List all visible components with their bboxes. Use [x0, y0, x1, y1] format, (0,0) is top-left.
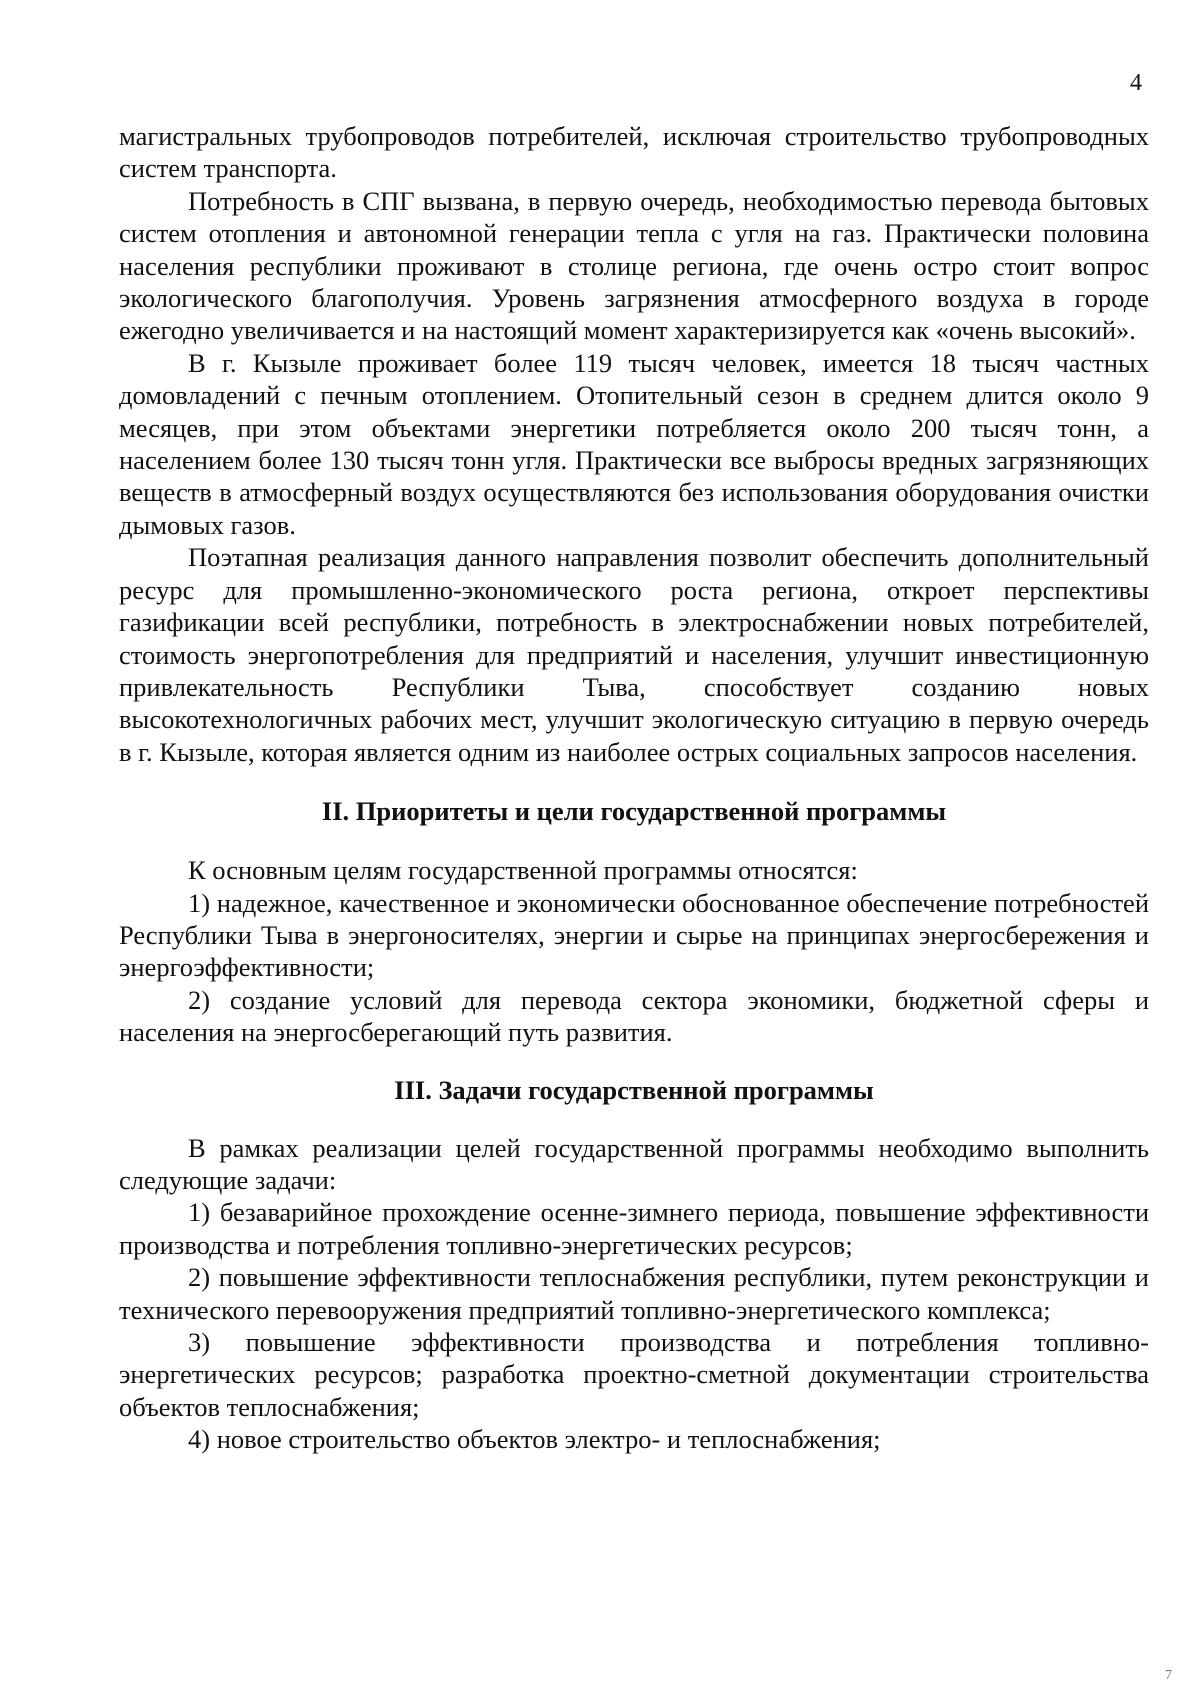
paragraph-implementation: Поэтапная реализация данного направления позволит обеспечить дополнительный ресурс для промышленно-экономического роста региона, откроет перспективы газификации всей республики, потребность в электроснабжении новых потребителей, стоимость энергопотребления для предприятий и населения, улучшит инвестиционную привлекательность Республики Тыва, способствует созданию новых высокотехнологичных рабочих мест, улучшит экологическую ситуацию в первую очередь в г. Кызыле, которая является одним из наиболее острых социальных запросов населения.	[119, 542, 1149, 767]
task-item-2: 2) повышение эффективности теплоснабжения республики, путем реконструкции и технического перевооружения предприятий топливно-энергетического комплекса;	[119, 1262, 1149, 1325]
task-item-1: 1) безаварийное прохождение осенне-зимнего периода, повышение эффективности производства и потребления топливно-энергетических ресурсов;	[119, 1197, 1149, 1260]
paragraph-continuation: магистральных трубопроводов потребителей, исключая строительство трубопроводных систем транспорта.	[119, 121, 1149, 184]
document-body	[119, 120, 1149, 1456]
goal-item-1: 1) надежное, качественное и экономически обоснованное обеспечение потребностей Республики Тыва в энергоносителях, энергии и сырье на принципах энергосбережения и энергоэффективности;	[119, 887, 1149, 983]
page-number: 4	[1130, 70, 1142, 96]
section-heading-tasks: III. Задачи государственной программы	[394, 1074, 874, 1105]
corner-mark: 7	[1165, 1668, 1172, 1683]
paragraph-lng-need: Потребность в СПГ вызвана, в первую очередь, необходимостью перевода бытовых систем отопления и автономной генерации тепла с угля на газ. Практически половина населения республики проживают в столице региона, где очень остро стоит вопрос экологического благополучия. Уровень загрязнения атмосферного воздуха в городе ежегодно увеличивается и на настоящий момент характеризируется как «очень высокий».	[119, 185, 1149, 346]
task-item-3: 3) повышение эффективности производства и потребления топливно-энергетических ресурсов; разработка проектно-сметной документации строительства объектов теплоснабжения;	[119, 1327, 1149, 1422]
task-item-4: 4) новое строительство объектов электро- и теплоснабжения;	[188, 1424, 881, 1455]
section3-intro: В рамках реализации целей государственной программы необходимо выполнить следующие задачи:	[119, 1132, 1149, 1195]
goal-item-2: 2) создание условий для перевода сектора экономики, бюджетной сферы и населения на энергосберегающий путь развития.	[119, 984, 1149, 1048]
section2-intro: К основным целям государственной программы относятся:	[188, 855, 858, 886]
paragraph-kyzyl-stats: В г. Кызыле проживает более 119 тысяч человек, имеется 18 тысяч частных домовладений с печным отоплением. Отопительный сезон в среднем длится около 9 месяцев, при этом объектами энергетики потребляется около 200 тысяч тонн, а населением более 130 тысяч тонн угля. Практически все выбросы вредных загрязняющих веществ в атмосферный воздух осуществляются без использования оборудования очистки дымовых газов.	[119, 347, 1149, 540]
section-heading-priorities: II. Приоритеты и цели государственной программы	[321, 796, 947, 827]
